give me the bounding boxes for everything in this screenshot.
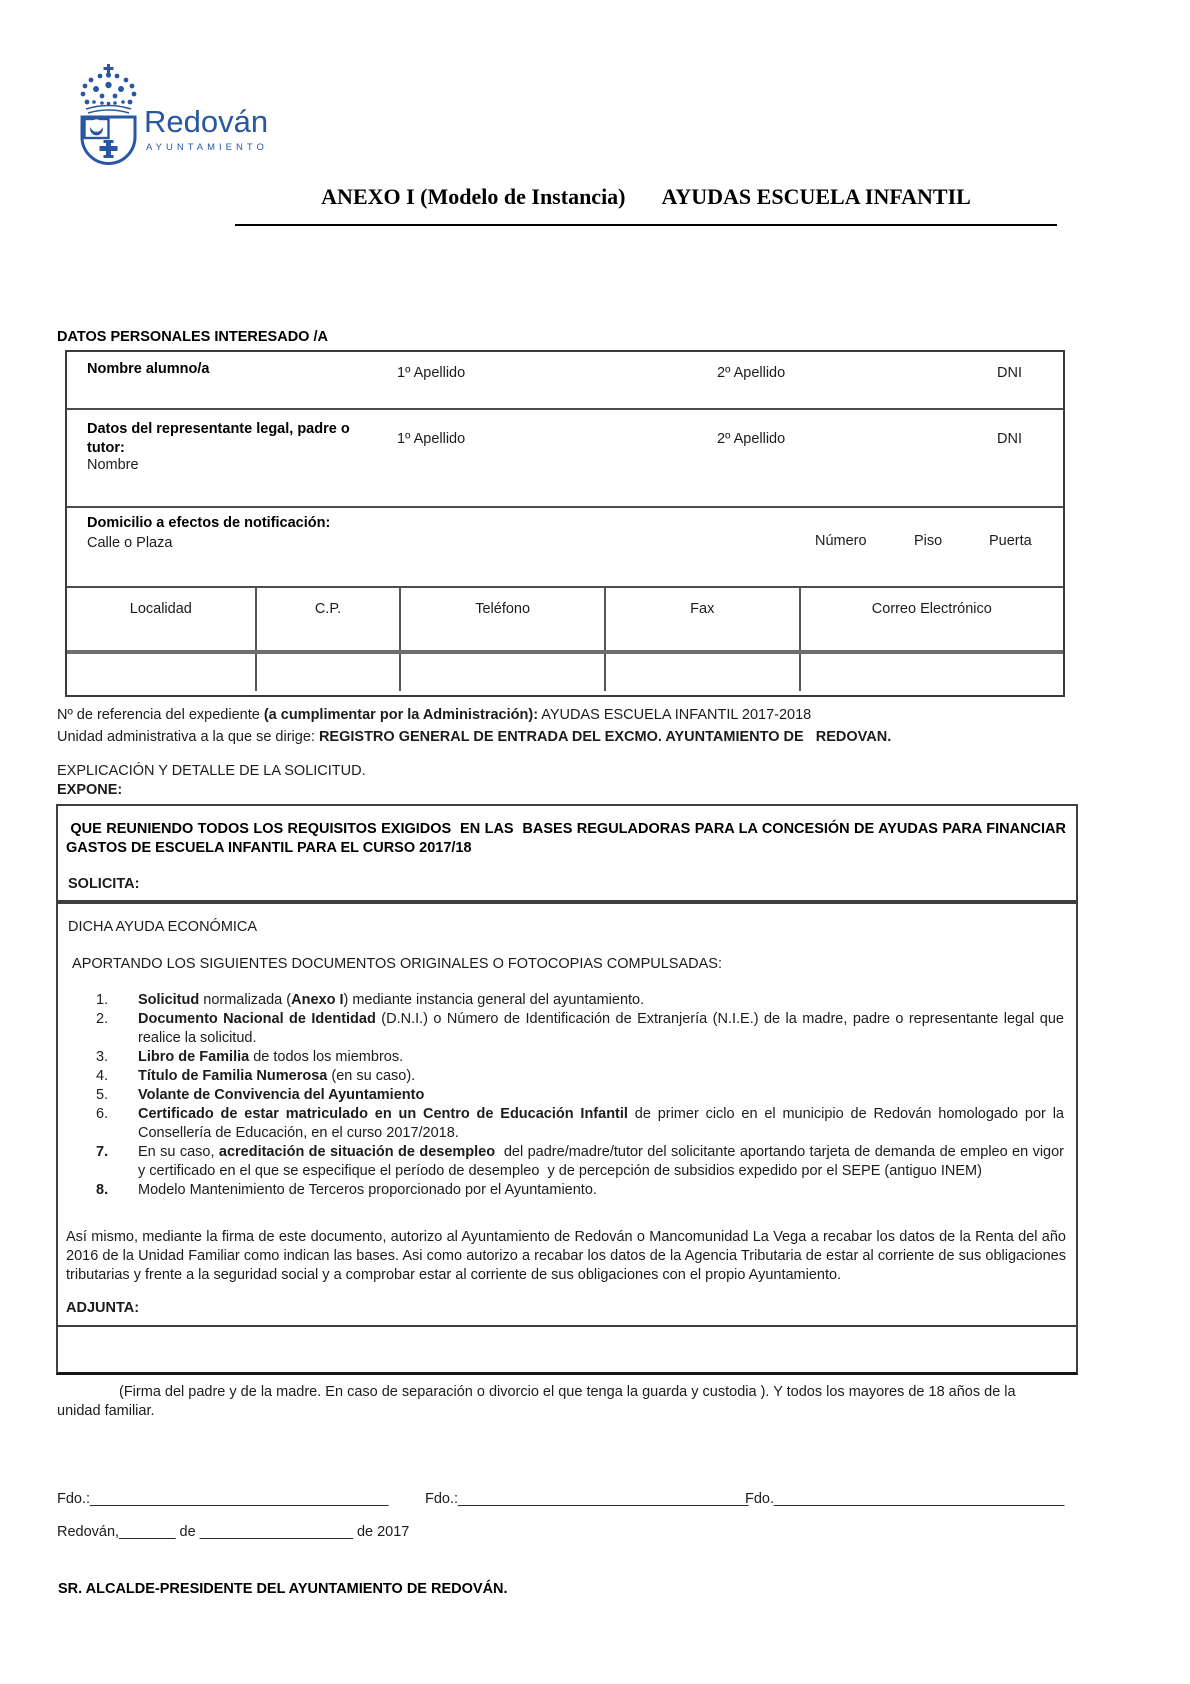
field-label-apellido1: 1º Apellido — [397, 365, 466, 381]
field-label-domicilio: Domicilio a efectos de notificación: — [87, 515, 331, 531]
header-correo: Correo Electrónico — [871, 601, 992, 617]
empty-cell-fax — [606, 654, 801, 691]
expone-label: EXPONE: — [57, 782, 123, 798]
date-line: Redován,_______ de ___________________ de 2017 — [57, 1524, 410, 1540]
ref-text: Nº de referencia del expediente — [57, 707, 264, 723]
document-item-number: 8. — [96, 1182, 109, 1198]
document-item — [96, 1067, 1064, 1086]
table-row-alumno — [67, 352, 1063, 410]
logo-subtitle-text: AYUNTAMIENTO — [146, 142, 268, 153]
document-item-text: Modelo Mantenimiento de Terceros proporcionado por el Ayuntamiento. — [138, 1182, 597, 1198]
document-item-text: Volante de Convivencia del Ayuntamiento — [138, 1087, 425, 1103]
firma-note: (Firma del padre y de la madre. En caso de separación o divorcio el que tenga la guarda y custodia ). Y todos los mayores de 18 años de la unidad familiar. — [57, 1384, 1016, 1419]
field-label-numero: Número — [815, 533, 867, 549]
addressee-line: SR. ALCALDE-PRESIDENTE DEL AYUNTAMIENTO DE REDOVÁN. — [58, 1581, 508, 1597]
document-item — [96, 1010, 1069, 1048]
ayuntamiento-redovan-logo — [42, 62, 342, 166]
header-localidad: Localidad — [67, 588, 257, 650]
document-item-number: 3. — [96, 1049, 109, 1065]
ref-value: AYUDAS ESCUELA INFANTIL 2017-2018 — [538, 707, 812, 723]
table-row-contact-headers — [67, 588, 1063, 654]
town-crest-icon — [42, 62, 342, 166]
field-label-puerta: Puerta — [989, 533, 1032, 549]
personal-data-table — [65, 350, 1065, 697]
document-item-text: Libro de Familia de todos los miembros. — [138, 1049, 404, 1065]
adjunta-label: ADJUNTA: — [66, 1300, 140, 1316]
document-item-text: Documento Nacional de Identidad (D.N.I.) o Número de Identificación de Extranjería (N.I.E.) de la madre, padre o representante legal que realice la solicitud. — [138, 1011, 1069, 1046]
field-label-dni: DNI — [997, 365, 1022, 381]
field-label-apellido1: 1º Apellido — [397, 431, 466, 447]
field-label-apellido2: 2º Apellido — [717, 365, 786, 381]
signature-line-3: Fdo.____________________________________ — [745, 1491, 1065, 1507]
document-item — [96, 1143, 1069, 1181]
empty-cell-correo — [801, 654, 1063, 691]
header-cp: C.P. — [257, 588, 402, 650]
document-item — [96, 1086, 1064, 1105]
expediente-reference-line — [57, 706, 1072, 725]
unidad-administrativa-line — [57, 728, 1072, 747]
solicita-label: SOLICITA: — [68, 876, 140, 892]
document-item — [96, 1048, 1064, 1067]
document-item-text: Título de Familia Numerosa (en su caso). — [138, 1068, 416, 1084]
document-item — [96, 1181, 1064, 1200]
field-label-apellido2: 2º Apellido — [717, 431, 786, 447]
expone-text: QUE REUNIENDO TODOS LOS REQUISITOS EXIGIDOS EN LAS BASES REGULADORAS PARA LA CONCESIÓN DE AYUDAS PARA FINANCIAR GASTOS DE ESCUELA INFANTIL PARA EL CURSO 2017/18 — [66, 821, 1071, 856]
field-label-dni: DNI — [997, 431, 1022, 447]
ref-bold-text: (a cumplimentar por la Administración): — [263, 707, 539, 723]
solicita-box — [56, 902, 1078, 1325]
document-item-number: 4. — [96, 1068, 109, 1084]
document-item-text: Certificado de estar matriculado en un Centro de Educación Infantil de primer ciclo en el municipio de Redován homologado por la Consellería de Educación, en el curso 2017/2018. — [138, 1106, 1069, 1141]
field-label-nombre: Nombre — [87, 457, 139, 473]
table-row-contact-empty — [67, 654, 1063, 691]
aportando-text: APORTANDO LOS SIGUIENTES DOCUMENTOS ORIGINALES O FOTOCOPIAS COMPULSADAS: — [68, 956, 722, 972]
adjunta-box — [56, 1325, 1078, 1375]
table-row-domicilio — [67, 508, 1063, 588]
authorization-paragraph: Así mismo, mediante la firma de este documento, autorizo al Ayuntamiento de Redován o Mancomunidad La Vega a recabar los datos de la Renta del año 2016 de la Unidad Familiar como indican las bases. Asi como autorizo a recabar los datos de la Agencia Tributaria de estar al corriente de sus obligaciones tributarias y frente a la seguridad social y a comprobar estar al corriente de sus obligaciones con el propio Ayuntamiento. — [66, 1229, 1066, 1283]
table-row-representante — [67, 410, 1063, 508]
header-fax: Fax — [606, 588, 801, 650]
title-underline — [235, 224, 1057, 226]
header-telefono: Teléfono — [401, 588, 606, 650]
documents-list — [96, 991, 1069, 1200]
document-item-number: 1. — [96, 992, 109, 1008]
document-item-number: 7. — [96, 1144, 109, 1160]
signature-line-2: Fdo.:____________________________________ — [425, 1491, 749, 1507]
logo-name-text: Redován — [144, 104, 269, 139]
expone-box — [56, 804, 1078, 902]
page-title — [235, 184, 1057, 210]
empty-cell-localidad — [67, 654, 257, 691]
explicacion-line: EXPLICACIÓN Y DETALLE DE LA SOLICITUD. — [57, 763, 366, 779]
document-item-number: 5. — [96, 1087, 109, 1103]
field-label-representante: Datos del representante legal, padre o tutor: — [87, 421, 350, 456]
unidad-bold-text: REGISTRO GENERAL DE ENTRADA DEL EXCMO. AYUNTAMIENTO DE REDOVAN. — [318, 729, 892, 745]
field-label-nombre-alumno: Nombre alumno/a — [87, 361, 210, 377]
empty-cell-telefono — [401, 654, 606, 691]
document-item-number: 2. — [96, 1011, 109, 1027]
unidad-text: Unidad administrativa a la que se dirige: — [57, 729, 319, 745]
document-item — [96, 1105, 1069, 1143]
document-item-number: 6. — [96, 1106, 109, 1122]
title-part1: ANEXO I (Modelo de Instancia) — [321, 184, 626, 209]
document-item — [96, 991, 1064, 1010]
section-title-datos-personales: DATOS PERSONALES INTERESADO /A — [57, 329, 328, 345]
field-label-piso: Piso — [914, 533, 943, 549]
dicha-ayuda-text: DICHA AYUDA ECONÓMICA — [68, 919, 258, 935]
signature-line-1: Fdo.:_____________________________________ — [57, 1491, 389, 1507]
title-part2: AYUDAS ESCUELA INFANTIL — [661, 184, 971, 209]
field-label-calle: Calle o Plaza — [87, 535, 173, 551]
document-item-text: Solicitud normalizada (Anexo I) mediante instancia general del ayuntamiento. — [138, 992, 645, 1008]
empty-cell-cp — [257, 654, 402, 691]
document-item-text: En su caso, acreditación de situación de desempleo del padre/madre/tutor del solicitante aportando tarjeta de demanda de empleo en vigor y certificado en el que se especifique el período de desempleo y de percepción de subsidios expedido por el SEPE (antiguo INEM) — [138, 1144, 1069, 1179]
